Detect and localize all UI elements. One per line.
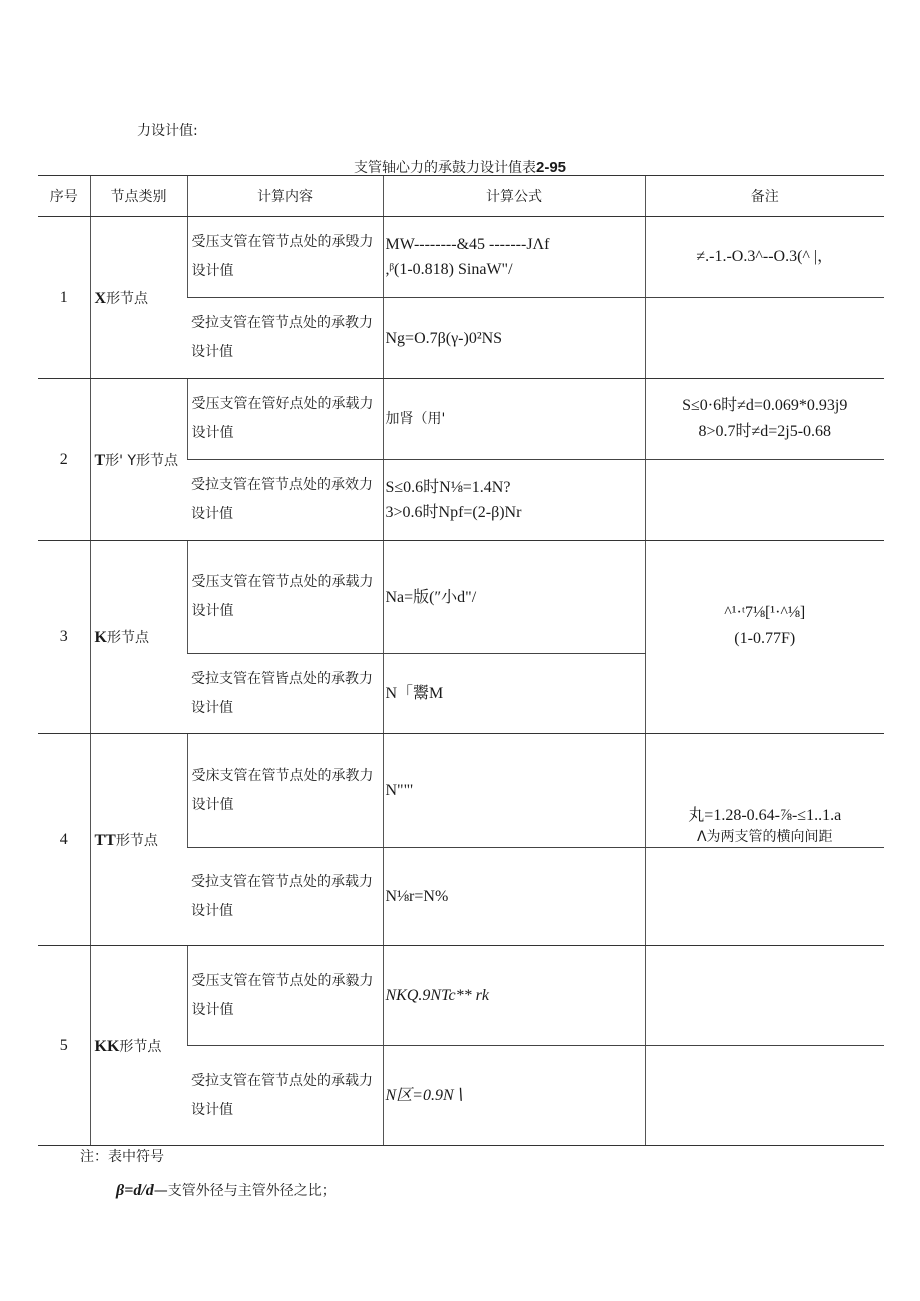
- row-number: 2: [38, 379, 90, 541]
- node-type: TT形节点: [90, 734, 187, 946]
- calc-content: 受拉支管在管节点处的承载力设计值: [187, 1046, 383, 1146]
- caption-number: 2-95: [535, 159, 567, 176]
- calc-content: 受压支管在管节点处的承毅力设计值: [187, 946, 383, 1046]
- note-cell: ≠.-1.-O.3^--O.3(^ |，: [645, 217, 884, 298]
- node-type: X形节点: [90, 217, 187, 379]
- note-cell: 丸=1.28-0.64-⅞-≤1..1.a Λ为两支管的横向间距: [645, 734, 884, 848]
- calc-content: 受拉支管在管节点处的承教力设计值: [187, 298, 383, 379]
- capacity-table: [38, 175, 884, 1146]
- row-number: 1: [38, 217, 90, 379]
- node-type: KK形节点: [90, 946, 187, 1146]
- table-row: [38, 379, 884, 460]
- node-type: K形节点: [90, 541, 187, 734]
- header-node-type: 节点类别: [90, 176, 187, 217]
- calc-formula: N⅛r=N%: [383, 848, 645, 946]
- calc-content: 受拉支管在管节点处的承载力设计值: [187, 848, 383, 946]
- calc-formula: 加肾（用': [383, 379, 645, 460]
- note-cell: [645, 460, 884, 541]
- header-index: 序号: [38, 176, 90, 217]
- footnote: 注：表中符号: [80, 1149, 164, 1165]
- row-number: 3: [38, 541, 90, 734]
- calc-formula: Na=版(″小d"/: [383, 541, 645, 654]
- header-formula: 计算公式: [383, 176, 645, 217]
- table-row: [38, 734, 884, 848]
- beta-symbol: β=d/d: [116, 1182, 154, 1199]
- note-cell: [645, 946, 884, 1046]
- header-note: 备注: [645, 176, 884, 217]
- calc-formula: N区=0.9N∖: [383, 1046, 645, 1146]
- beta-definition: [116, 1180, 336, 1200]
- table-row: [38, 217, 884, 298]
- header-content: 计算内容: [187, 176, 383, 217]
- note-cell: [645, 298, 884, 379]
- caption-text: 支管轴心力的承鼓力设计值表: [353, 160, 536, 176]
- calc-content: 受床支管在管节点处的承教力设计值: [187, 734, 383, 848]
- calc-formula: S≤0.6时N⅛=1.4N? 3>0.6时Npf=(2-β)Nr: [383, 460, 645, 541]
- note-cell: [645, 1046, 884, 1146]
- row-number: 4: [38, 734, 90, 946]
- calc-formula: N「鬻M: [383, 654, 645, 734]
- note-cell: [645, 848, 884, 946]
- calc-content: 受压支管在管节点处的承毁力设计值: [187, 217, 383, 298]
- table-row: [38, 541, 884, 654]
- calc-content: 受压支管在管好点处的承载力设计值: [187, 379, 383, 460]
- calc-formula: N""': [383, 734, 645, 848]
- calc-formula: MW--------&45 -------JΛf ,ᵝ(1-0.818) SinaW"/: [383, 217, 645, 298]
- node-type: T形' Y形节点: [90, 379, 187, 541]
- intro-text: 力设计值:: [137, 123, 198, 139]
- table-header-row: [38, 176, 884, 217]
- beta-text: —支管外径与主管外径之比；: [153, 1183, 336, 1199]
- table-row: [38, 946, 884, 1046]
- calc-content: 受拉支管在管节点处的承效力设计值: [187, 460, 383, 541]
- note-cell: ^¹·ᵗ7⅛[¹·^⅛] (1-0.77F): [645, 541, 884, 734]
- calc-formula: NKQ.9NTc** rk: [383, 946, 645, 1046]
- row-number: 5: [38, 946, 90, 1146]
- calc-content: 受压支管在管节点处的承载力设计值: [187, 541, 383, 654]
- calc-content: 受拉支管在管皆点处的承教力设计值: [187, 654, 383, 734]
- note-cell: S≤0·6时≠d=0.069*0.93j9 8>0.7时≠d=2j5-0.68: [645, 379, 884, 460]
- calc-formula: Ng=O.7β(γ-)0²NS: [383, 298, 645, 379]
- table-caption: [0, 157, 920, 177]
